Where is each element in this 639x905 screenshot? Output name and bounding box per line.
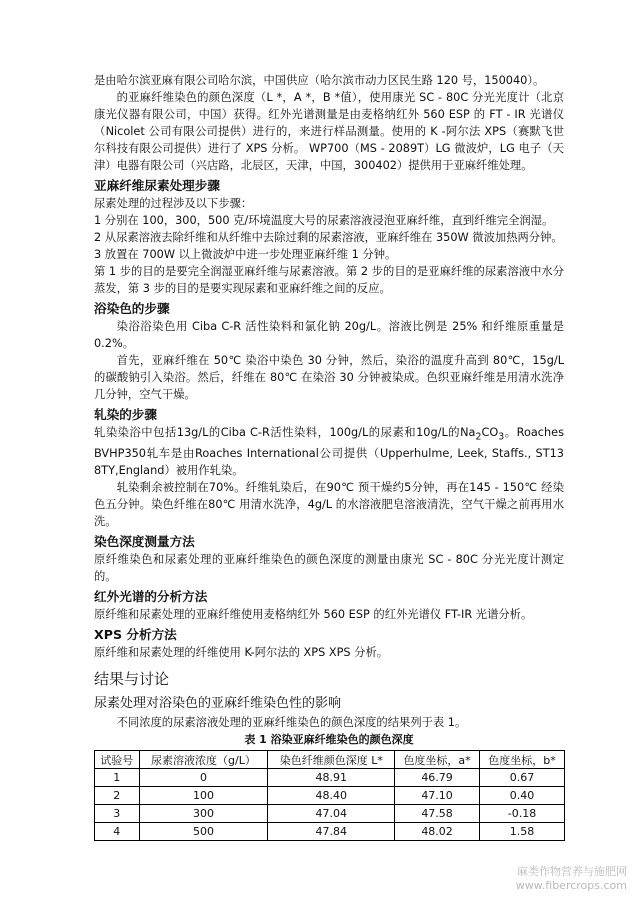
table-cell: 47.58 xyxy=(395,805,480,823)
table-cell: 47.84 xyxy=(268,823,395,841)
table-cell: 1 xyxy=(95,769,140,787)
table-cell: 500 xyxy=(139,823,268,841)
table-header-cell: 试验号 xyxy=(95,751,140,769)
pad-sub-3: 3 xyxy=(498,431,505,443)
table-cell: 100 xyxy=(139,787,268,805)
table-cell: -0.18 xyxy=(479,805,564,823)
table-header-cell: 尿素溶液浓度（g/L） xyxy=(139,751,268,769)
intro-paragraph-2: 的亚麻纤维染色的颜色深度（L *，A *，B *值），使用康光 SC - 80C 分光光度计（北京康光仪器有限公司，中国）获得。红外光谱测量是由麦格纳红外 560 ESP 的 FT - IR 光谱仪（Nicolet 公司有限公司提供）进行的，来进行样品测量。使用的 K -阿尔法 XPS（赛默飞世尔科技有限公司提供）进行了 XPS 分析。 WP700（MS - 2089T）LG 微波炉，LG 电子（天津）电器有限公司（兴店路，北辰区，天津，中国，300402）提供用于亚麻纤维处理。 xyxy=(94,91,564,172)
table-row xyxy=(95,823,565,841)
pad-text-co: CO xyxy=(481,426,499,439)
xps-analysis-paragraph: 原纤维和尿素处理的纤维使用 K-阿尔法的 XPS XPS 分析。 xyxy=(94,646,389,660)
table-cell: 1.58 xyxy=(479,823,564,841)
table-cell: 300 xyxy=(139,805,268,823)
table-cell: 0.40 xyxy=(479,787,564,805)
table-header-cell: 染色纤维颜色深度 L* xyxy=(268,751,395,769)
color-depth-table xyxy=(94,750,565,841)
depth-measure-paragraph: 原纤维染色和尿素处理的亚麻纤维染色的颜色深度的测量由康光 SC - 80C 分光光度计测定的。 xyxy=(94,553,564,584)
results-subheading: 尿素处理对浴染色的亚麻纤维染色性的影响 xyxy=(94,696,342,712)
table-row xyxy=(95,787,565,805)
urea-step-2: 2 从尿素溶液去除纤维和从纤维中去除过剩的尿素溶液，亚麻纤维在 350W 微波加热两分钟。 xyxy=(94,231,563,244)
results-intro: 不同浓度的尿素溶液处理的亚麻纤维染色的颜色深度的结果列于表 1。 xyxy=(116,716,467,730)
table-cell: 2 xyxy=(95,787,140,805)
table-cell: 48.91 xyxy=(268,769,395,787)
table-cell: 3 xyxy=(95,805,140,823)
urea-step-summary: 第 1 步的目的是要完全润湿亚麻纤维与尿素溶液。第 2 步的目的是亚麻纤维的尿素溶液中水分蒸发，第 3 步的目的是要实现尿素和亚麻纤维之间的反应。 xyxy=(94,265,564,295)
table-cell: 47.10 xyxy=(395,787,480,805)
table-cell: 4 xyxy=(95,823,140,841)
table-row xyxy=(95,769,565,787)
document-body xyxy=(94,72,564,841)
table-header-row xyxy=(95,751,565,769)
depth-measure-heading: 染色深度测量方法 xyxy=(94,534,195,550)
table-cell: 0.67 xyxy=(479,769,564,787)
table-row xyxy=(95,805,565,823)
bath-dyeing-paragraph-1: 染浴浴染色用 Ciba C-R 活性染料和氯化钠 20g/L。溶液比例是 25% 和纤维原重量是 0.2%。 xyxy=(94,320,564,350)
ir-analysis-heading: 红外光谱的分析方法 xyxy=(94,589,208,605)
watermark-line-2: www.fibercrops.com xyxy=(515,879,627,892)
table-cell: 48.02 xyxy=(395,823,480,841)
table-header-cell: 色度坐标，a* xyxy=(395,751,480,769)
table-cell: 46.79 xyxy=(395,769,480,787)
pad-text-b: 。Roaches BVHP350轧车是由Roaches International公司提供（Upperhulme, Leek, Staffs., ST13 8TY,England）被用作轧染。 xyxy=(94,426,564,478)
bath-dyeing-heading: 浴染色的步骤 xyxy=(94,301,170,316)
table-header-cell: 色度坐标，b* xyxy=(479,751,564,769)
table-cell: 48.40 xyxy=(268,787,395,805)
table-cell: 0 xyxy=(139,769,268,787)
pad-sub-2: 2 xyxy=(475,431,482,443)
pad-text-a: 轧染染浴中包括13g/L的Ciba C-R活性染料，100g/L的尿素和10g/L的Na xyxy=(94,426,476,439)
urea-step-1: 1 分别在 100，300，500 克/环境温度大号的尿素溶液浸泡亚麻纤维，直到纤维完全润湿。 xyxy=(94,214,554,227)
xps-analysis-heading: XPS 分析方法 xyxy=(94,627,177,643)
intro-paragraph-1: 是由哈尔滨亚麻有限公司哈尔滨，中国供应（哈尔滨市动力区民生路 120 号，150040）。 xyxy=(94,74,545,87)
watermark-line-1: 麻类作物营养与施肥网 xyxy=(517,865,627,878)
site-watermark xyxy=(516,865,627,893)
pad-dyeing-heading: 轧染的步骤 xyxy=(94,407,157,422)
urea-treatment-intro: 尿素处理的过程涉及以下步骤： xyxy=(94,197,253,210)
results-heading: 结果与讨论 xyxy=(94,670,170,689)
bath-dyeing-paragraph-2: 首先，亚麻纤维在 50℃ 染浴中染色 30 分钟，然后，染浴的温度升高到 80℃，15g/L 的碳酸钠引入染浴。然后，纤维在 80℃ 在染浴 30 分钟被染成。色织亚麻纤维是用清水洗净几分钟，空气干燥。 xyxy=(94,354,564,401)
pad-dyeing-paragraph-1 xyxy=(94,424,564,479)
ir-analysis-paragraph: 原纤维和尿素处理的亚麻纤维使用麦格纳红外 560 ESP 的红外光谱仪 FT-IR 光谱分析。 xyxy=(94,608,533,622)
urea-treatment-heading: 亚麻纤维尿素处理步骤 xyxy=(94,178,220,193)
table-cell: 47.04 xyxy=(268,805,395,823)
pad-dyeing-paragraph-2: 轧染剩余被控制在70%。纤维轧染后，在90℃ 预干燥约5分钟，再在145 - 150℃ 经染色五分钟。染色纤维在80℃ 用清水洗净，4g/L 的水溶液肥皂溶液清洗，空气干燥之前再用水洗。 xyxy=(94,481,564,529)
table-caption: 表 1 浴染亚麻纤维染色的颜色深度 xyxy=(244,733,414,747)
urea-step-3: 3 放置在 700W 以上微波炉中进一步处理亚麻纤维 1 分钟。 xyxy=(94,248,397,261)
